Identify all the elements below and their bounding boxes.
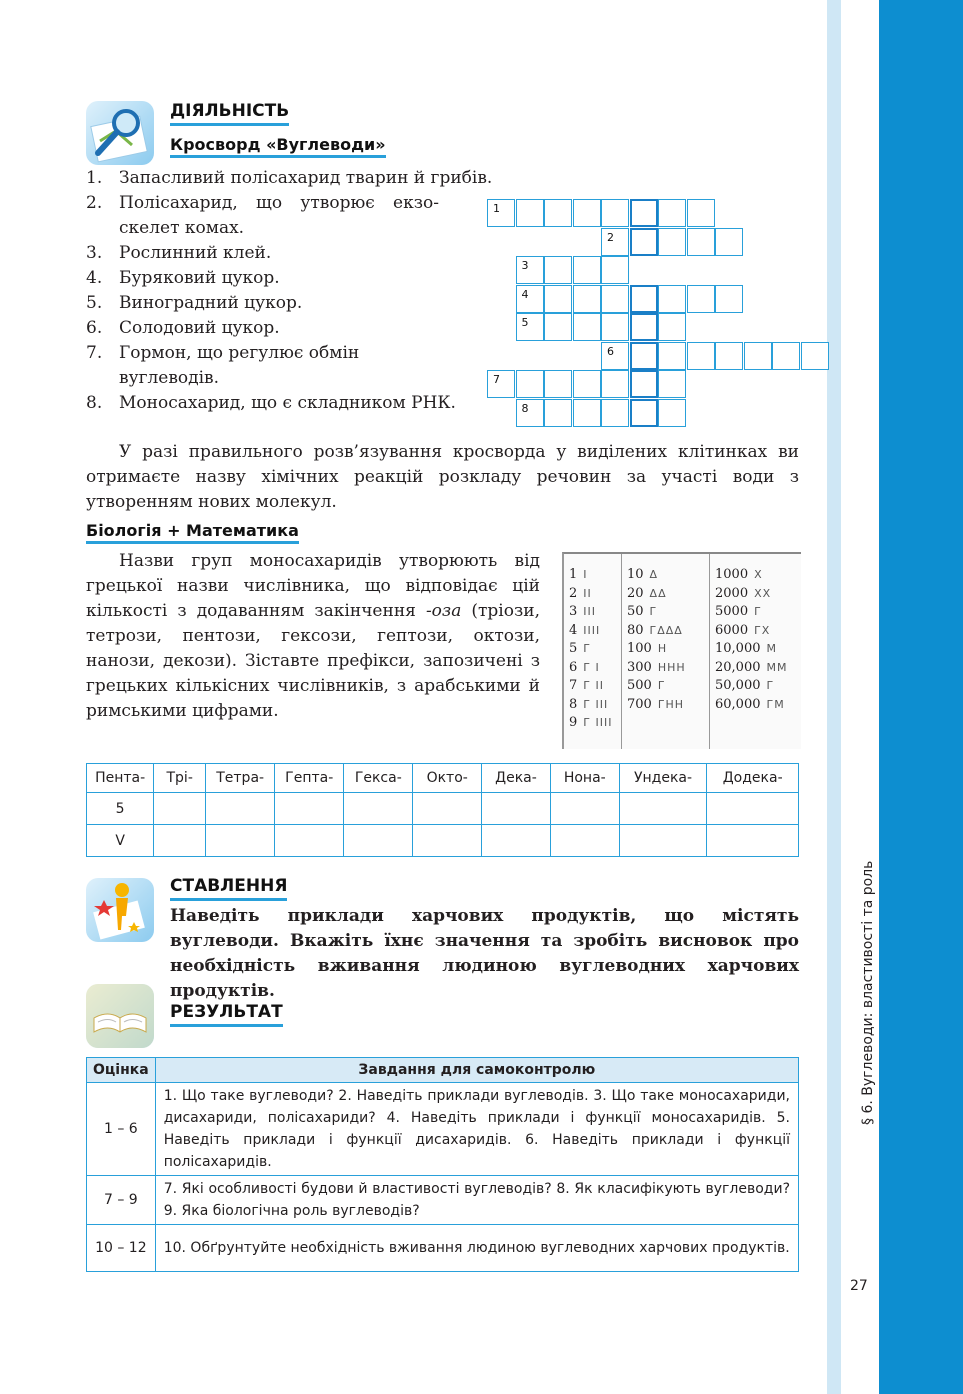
prefix-cell: Гепта- xyxy=(275,764,344,793)
crossword-clue-number: 7 xyxy=(493,373,500,386)
attitude-text: Наведіть приклади харчових продуктів, що містять вуглеводи. Вкажіть їхнє значення та зробіть висновок про необхідність вживання людиною вуглеводних харчових продуктів. xyxy=(170,906,799,1001)
prefix-cell: Нона- xyxy=(550,764,619,793)
crossword-cell[interactable] xyxy=(516,313,544,341)
crossword-cell[interactable] xyxy=(544,256,572,284)
clue-item: 7. Гормон, що регулює обмін вуглеводів. xyxy=(86,343,360,388)
prefix-cell: Тетра- xyxy=(206,764,275,793)
crossword-cell[interactable] xyxy=(687,342,715,370)
numeral-entry: 50,000 Г xyxy=(715,678,775,693)
numeral-entry: 4 IIII xyxy=(569,622,601,638)
tasks-cell: 7. Які особливості будови й властивості вуглеводів? 8. Як класифікують вуглеводи? 9. Яка біологічна роль вуглеводів? xyxy=(155,1176,798,1225)
magnifier-map-icon xyxy=(86,101,154,165)
clue-item: 3. Рослинний клей. xyxy=(86,243,272,263)
answer-cell[interactable]: V xyxy=(87,825,154,857)
crossword-clue-number: 4 xyxy=(521,287,529,301)
answer-cell[interactable] xyxy=(707,793,799,825)
crossword-cell-highlighted[interactable] xyxy=(630,199,658,227)
answer-cell[interactable] xyxy=(154,825,206,857)
numeral-entry: 500 Г xyxy=(627,678,666,693)
answer-cell[interactable] xyxy=(550,825,619,857)
crossword-cell[interactable] xyxy=(744,342,772,370)
numeral-entry: 1 I xyxy=(569,567,588,582)
crossword-cell[interactable] xyxy=(544,370,572,398)
prefix-table xyxy=(86,763,799,857)
numeral-entry: 1000 X xyxy=(715,567,763,582)
sidebar-stripe-light xyxy=(827,0,841,1394)
crossword-cell[interactable] xyxy=(772,342,800,370)
activity-heading: ДІЯЛЬНІСТЬ xyxy=(170,101,289,126)
crossword-cell[interactable] xyxy=(601,313,629,341)
answer-cell[interactable] xyxy=(344,825,413,857)
clue-item: 4. Буряковий цукор. xyxy=(86,268,280,288)
crossword-cell[interactable] xyxy=(544,285,572,313)
numerals-col-tens xyxy=(627,566,686,714)
prefix-cell: Пента- xyxy=(87,764,154,793)
crossword-cell[interactable] xyxy=(801,342,829,370)
numeral-entry: 2000 XX xyxy=(715,585,772,601)
numeral-entry: 80 ГΔΔΔ xyxy=(627,622,683,638)
greek-numerals-figure xyxy=(562,552,801,749)
crossword-cell[interactable] xyxy=(544,399,572,427)
clue-item: 8. Моносахарид, що є складником РНК. xyxy=(86,393,456,413)
crossword-cell-highlighted[interactable] xyxy=(630,285,658,313)
crossword-cell[interactable] xyxy=(487,199,515,227)
crossword-cell[interactable] xyxy=(516,370,544,398)
answer-cell[interactable] xyxy=(482,825,551,857)
crossword-cell[interactable] xyxy=(601,199,629,227)
numeral-entry: 5 Г xyxy=(569,641,591,656)
table-row xyxy=(87,1083,799,1176)
crossword-cell[interactable] xyxy=(573,199,601,227)
arabic-row xyxy=(87,793,799,825)
grade-column-header: Оцінка xyxy=(87,1058,156,1083)
numeral-entry: 6000 ГX xyxy=(715,622,771,638)
crossword-cell[interactable] xyxy=(658,199,686,227)
roman-row xyxy=(87,825,799,857)
clue-item: 6. Солодовий цукор. xyxy=(86,318,280,338)
crossword-cell[interactable] xyxy=(516,399,544,427)
crossword-clue-number: 5 xyxy=(521,316,529,329)
page-number: 27 xyxy=(850,1278,868,1294)
numeral-entry: 50 Г xyxy=(627,604,658,619)
prefix-row xyxy=(87,764,799,793)
numeral-entry: 100 H xyxy=(627,641,668,656)
crossword-cell[interactable] xyxy=(544,313,572,341)
crossword-cell[interactable] xyxy=(573,370,601,398)
answer-cell[interactable] xyxy=(344,793,413,825)
crossword-cell[interactable] xyxy=(658,370,686,398)
numeral-entry: 60,000 ГM xyxy=(715,696,785,712)
crossword-cell[interactable] xyxy=(573,313,601,341)
crossword-cell-highlighted[interactable] xyxy=(630,342,658,370)
biomath-text: Назви груп моносахаридів утворюють від грецької назви числівника, що відповідає цій кількості з додаванням закінчення -оза (тріози, тетрози, пентози, гексози, гептози, октози, нанози, декози). Зіставте префікси, запозичені з грецьких кількісних числівників, з арабськими й римськими цифрами. xyxy=(86,551,540,721)
grade-cell: 1 – 6 xyxy=(87,1083,156,1176)
table-row xyxy=(87,1225,799,1272)
numeral-entry: 7 Г II xyxy=(569,678,604,693)
crossword-cell[interactable] xyxy=(601,370,629,398)
answer-cell[interactable] xyxy=(275,825,344,857)
numeral-entry: 5000 Г xyxy=(715,604,762,619)
answer-cell[interactable] xyxy=(206,825,275,857)
answer-cell[interactable] xyxy=(707,825,799,857)
crossword-cell[interactable] xyxy=(601,285,629,313)
sidebar-margin xyxy=(841,0,879,1394)
answer-cell[interactable] xyxy=(550,793,619,825)
tasks-cell: 10. Обґрунтуйте необхідність вживання людиною вуглеводних харчових продуктів. xyxy=(155,1225,798,1272)
numerals-col-thousands xyxy=(715,566,787,714)
clue-item: 2. Полісахарид, що утворює екзо-скелет комах. xyxy=(86,193,439,238)
crossword-cell-highlighted[interactable] xyxy=(630,370,658,398)
biomath-heading: Біологія + Математика xyxy=(86,521,299,544)
attitude-heading: СТАВЛЕННЯ xyxy=(170,876,287,901)
crossword-title: Кросворд «Вуглеводи» xyxy=(170,135,386,158)
numeral-entry: 20 ΔΔ xyxy=(627,585,667,601)
table-row xyxy=(87,1176,799,1225)
numeral-entry: 3 III xyxy=(569,604,597,619)
crossword-cell[interactable] xyxy=(516,199,544,227)
answer-cell[interactable] xyxy=(482,793,551,825)
crossword-cell[interactable] xyxy=(573,285,601,313)
crossword-cell[interactable] xyxy=(687,228,715,256)
numeral-entry: 2 II xyxy=(569,585,592,601)
tasks-column-header: Завдання для самоконтролю xyxy=(155,1058,798,1083)
prefix-cell: Додека- xyxy=(707,764,799,793)
table-header-row xyxy=(87,1058,799,1083)
prefix-cell: Ундека- xyxy=(619,764,707,793)
answer-cell[interactable] xyxy=(413,793,482,825)
tasks-cell: 1. Що таке вуглеводи? 2. Наведіть приклади вуглеводів. 3. Що таке моносахариди, дисахариди, полісахариди? 4. Наведіть приклади і функції моносахаридів. 5. Наведіть приклади і функції дисахаридів. 6. Наведіть приклади і функції полісахаридів. xyxy=(155,1083,798,1176)
answer-cell[interactable]: 5 xyxy=(87,793,154,825)
crossword-clue-number: 2 xyxy=(607,230,614,244)
answer-cell[interactable] xyxy=(413,825,482,857)
answer-cell[interactable] xyxy=(206,793,275,825)
numeral-entry: 8 Г III xyxy=(569,696,609,712)
answer-cell[interactable] xyxy=(619,793,707,825)
prefix-cell: Гекса- xyxy=(344,764,413,793)
prefix-cell: Дека- xyxy=(482,764,551,793)
crossword-cell[interactable] xyxy=(687,199,715,227)
crossword-clue-number: 8 xyxy=(521,401,529,415)
crossword-clue-number: 6 xyxy=(607,344,614,358)
crossword-cell[interactable] xyxy=(601,256,629,284)
crossword-conclusion: У разі правильного розв’язування кросворда у виділених клітинках ви отримаєте назву хімічних реакцій розкладу речовин за участі води з утворенням нових молекул. xyxy=(86,442,799,512)
crossword-clues xyxy=(86,166,493,416)
prefix-cell: Окто- xyxy=(413,764,482,793)
answer-cell[interactable] xyxy=(275,793,344,825)
person-star-icon xyxy=(86,878,154,942)
numeral-entry: 20,000 MM xyxy=(715,659,788,675)
result-heading: РЕЗУЛЬТАТ xyxy=(170,1002,283,1027)
crossword-clue-number: 3 xyxy=(521,259,529,272)
open-book-icon xyxy=(86,984,154,1048)
crossword-cell[interactable] xyxy=(487,370,515,398)
numeral-entry: 9 Г IIII xyxy=(569,715,613,730)
self-control-table xyxy=(86,1057,799,1272)
numeral-entry: 10 Δ xyxy=(627,567,659,582)
grade-cell: 10 – 12 xyxy=(87,1225,156,1272)
crossword-cell[interactable] xyxy=(715,342,743,370)
crossword-cell[interactable] xyxy=(601,228,629,256)
crossword-cell[interactable] xyxy=(544,199,572,227)
crossword-cell[interactable] xyxy=(516,256,544,284)
crossword-cell-highlighted[interactable] xyxy=(630,399,658,427)
prefix-cell: Трі- xyxy=(154,764,206,793)
clue-item: 5. Виноградний цукор. xyxy=(86,293,303,313)
numeral-entry: 6 Г I xyxy=(569,659,600,675)
crossword-cell[interactable] xyxy=(715,228,743,256)
numerals-col-units xyxy=(569,566,612,733)
numeral-entry: 700 ГHH xyxy=(627,696,685,712)
numeral-entry: 300 HHH xyxy=(627,659,686,675)
crossword-cell[interactable] xyxy=(658,399,686,427)
answer-cell[interactable] xyxy=(154,793,206,825)
crossword-cell[interactable] xyxy=(687,285,715,313)
section-title-vertical: § 6. Вуглеводи: властивості та роль xyxy=(860,860,876,1125)
crossword-cell[interactable] xyxy=(658,228,686,256)
numeral-entry: 10,000 M xyxy=(715,641,777,656)
crossword-cell[interactable] xyxy=(658,313,686,341)
crossword-cell[interactable] xyxy=(601,399,629,427)
sidebar-stripe-blue xyxy=(879,0,963,1394)
crossword-cell[interactable] xyxy=(601,342,629,370)
answer-cell[interactable] xyxy=(619,825,707,857)
clue-item: 1. Запасливий полісахарид тварин й грибів. xyxy=(86,168,493,188)
crossword-cell[interactable] xyxy=(715,285,743,313)
crossword-cell[interactable] xyxy=(573,399,601,427)
crossword-cell[interactable] xyxy=(658,342,686,370)
crossword-cell[interactable] xyxy=(573,256,601,284)
crossword-cell-highlighted[interactable] xyxy=(630,313,658,341)
crossword-cell[interactable] xyxy=(516,285,544,313)
grade-cell: 7 – 9 xyxy=(87,1176,156,1225)
crossword-clue-number: 1 xyxy=(493,202,500,215)
crossword-cell-highlighted[interactable] xyxy=(630,228,658,256)
crossword-cell[interactable] xyxy=(658,285,686,313)
